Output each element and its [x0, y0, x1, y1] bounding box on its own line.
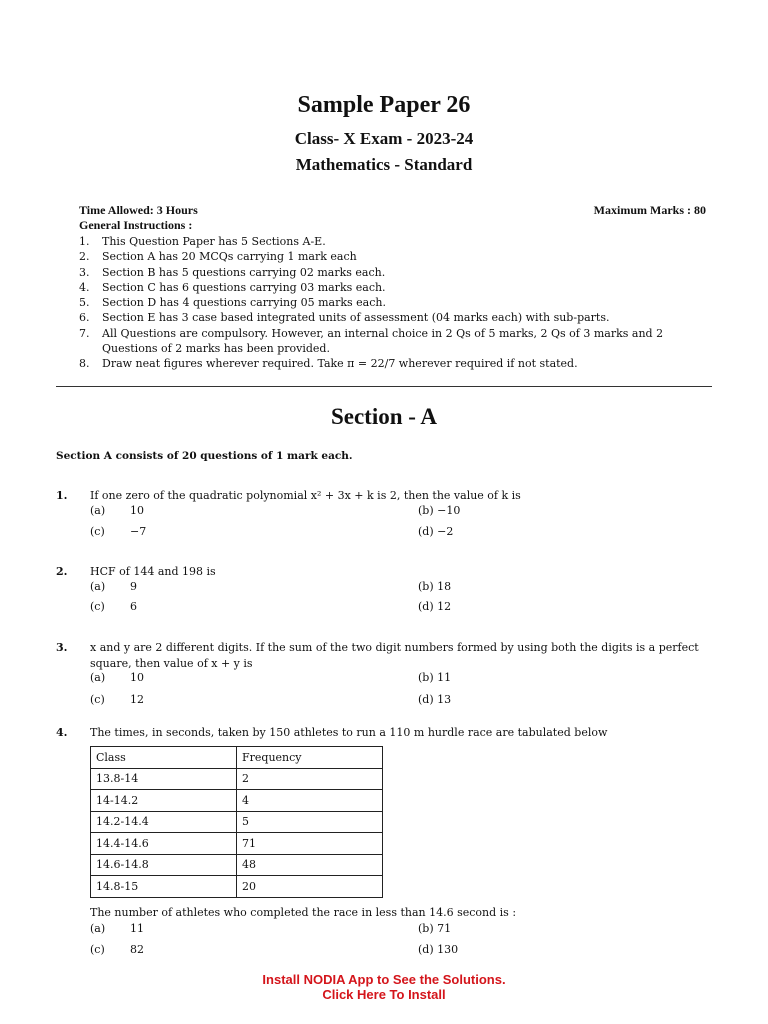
option-c[interactable]: (c) 82: [90, 943, 144, 956]
table-cell: 2: [237, 768, 383, 790]
option-b[interactable]: (b) −10: [418, 504, 461, 517]
question-number: 4.: [56, 726, 68, 739]
question-text: HCF of 144 and 198 is: [90, 565, 216, 578]
question-text: If one zero of the quadratic polynomial x² + 3x + k is 2, then the value of k is: [90, 489, 521, 502]
option-c[interactable]: (c) 6: [90, 600, 137, 613]
table-row: [91, 768, 383, 790]
table-cell: 5: [237, 811, 383, 833]
question-number: 1.: [56, 489, 68, 502]
table-cell: 71: [237, 833, 383, 855]
table-row: [91, 854, 383, 876]
option-a[interactable]: (a) 10: [90, 671, 144, 684]
option-c[interactable]: (c) 12: [90, 693, 144, 706]
table-cell: 14.4-14.6: [91, 833, 237, 855]
option-a[interactable]: (a) 11: [90, 922, 144, 935]
table-row: [91, 811, 383, 833]
table-row: [91, 790, 383, 812]
instruction-item: 7. All Questions are compulsory. However, an internal choice in 2 Qs of 5 marks, 2 Qs of 3 marks and 2 Questions of 2 marks has been provided.: [79, 326, 664, 356]
table-header-cell: Frequency: [237, 747, 383, 769]
section-divider: [56, 386, 712, 387]
table-header-cell: Class: [91, 747, 237, 769]
option-d[interactable]: (d) 13: [418, 693, 452, 706]
instruction-item: 2. Section A has 20 MCQs carrying 1 mark each: [79, 250, 357, 264]
table-cell: 13.8-14: [91, 768, 237, 790]
option-d[interactable]: (d) 130: [418, 943, 459, 956]
option-a[interactable]: (a) 10: [90, 504, 144, 517]
question-number: 2.: [56, 565, 68, 578]
table-cell: 4: [237, 790, 383, 812]
install-app-text: Install NODIA App to See the Solutions.: [262, 972, 506, 987]
class-line: Class- X Exam - 2023-24: [294, 129, 474, 148]
section-title: Section - A: [330, 404, 438, 429]
question-text: x and y are 2 different digits. If the sum of the two digit numbers formed by using both the digits is a perfect square, then value of x + y is: [90, 641, 699, 670]
table-cell: 14.2-14.4: [91, 811, 237, 833]
instruction-item: 3. Section B has 5 questions carrying 02 marks each.: [79, 265, 386, 279]
install-app-banner[interactable]: [0, 972, 768, 1002]
option-d[interactable]: (d) −2: [418, 525, 454, 538]
instruction-item: 1. This Question Paper has 5 Sections A-E.: [79, 235, 326, 248]
section-note: Section A consists of 20 questions of 1 mark each.: [56, 450, 353, 462]
paper-title: Sample Paper 26: [297, 92, 471, 118]
install-link[interactable]: Click Here To Install: [322, 987, 446, 1002]
table-cell: 14.8-15: [91, 876, 237, 898]
question-3: [56, 640, 712, 671]
option-d[interactable]: (d) 12: [418, 600, 452, 613]
instruction-item: 8. Draw neat figures wherever required. Take π = 22/7 wherever required if not stated.: [79, 357, 578, 371]
option-b[interactable]: (b) 18: [418, 580, 452, 593]
instruction-item: 5. Section D has 4 questions carrying 05 marks each.: [79, 296, 386, 310]
table-row: [91, 876, 383, 898]
option-b[interactable]: (b) 11: [418, 671, 452, 684]
question-text: The times, in seconds, taken by 150 athletes to run a 110 m hurdle race are tabulated below: [90, 726, 608, 739]
table-cell: 20: [237, 876, 383, 898]
subject-line: Mathematics - Standard: [295, 155, 473, 174]
option-c[interactable]: (c) −7: [90, 525, 147, 538]
instruction-list: [79, 234, 714, 372]
table-cell: 14.6-14.8: [91, 854, 237, 876]
table-cell: 48: [237, 854, 383, 876]
time-allowed: Time Allowed: 3 Hours: [79, 203, 198, 217]
question-2: [56, 564, 712, 580]
question-followup: The number of athletes who completed the race in less than 14.6 second is :: [90, 906, 517, 919]
question-number: 3.: [56, 641, 68, 654]
maximum-marks: Maximum Marks : 80: [593, 203, 706, 217]
instruction-item: 4. Section C has 6 questions carrying 03 marks each.: [79, 280, 386, 294]
option-a[interactable]: (a) 9: [90, 580, 137, 593]
table-cell: 14-14.2: [91, 790, 237, 812]
question-4: [56, 725, 712, 741]
general-instructions-label: General Instructions :: [79, 218, 193, 232]
question-1: [56, 488, 712, 504]
frequency-table: [90, 746, 383, 898]
option-b[interactable]: (b) 71: [418, 922, 452, 935]
table-row: [91, 833, 383, 855]
table-header-row: [91, 747, 383, 769]
instruction-item: 6. Section E has 3 case based integrated units of assessment (04 marks each) with sub-parts.: [79, 311, 610, 325]
